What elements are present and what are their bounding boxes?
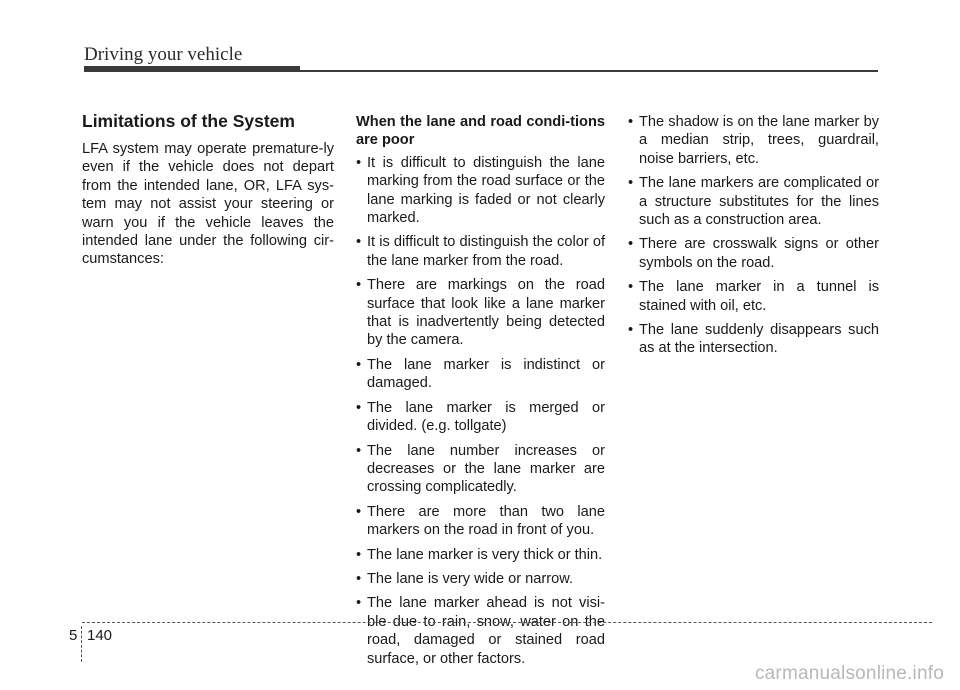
- chapter-number: 5: [69, 627, 78, 644]
- list-item: • The lane marker ahead is not visi-ble due to rain, snow, water on the road, damaged or stained road surface, or other factors.: [356, 594, 605, 668]
- column-3: [628, 113, 879, 364]
- bullet-list-conditions: [356, 154, 605, 668]
- list-item: • The lane suddenly disappears such as at the intersection.: [628, 321, 879, 358]
- list-item: • It is difficult to distinguish the color of the lane marker from the road.: [356, 233, 605, 270]
- list-item: • The lane marker in a tunnel is stained with oil, etc.: [628, 278, 879, 315]
- header-bar: [84, 66, 300, 72]
- footer-divider: [81, 626, 82, 662]
- column-1: [82, 110, 334, 269]
- list-item: • The lane marker is indistinct or damaged.: [356, 356, 605, 393]
- list-item: • The lane marker is very thick or thin.: [356, 546, 605, 564]
- bullet-list-continued: [628, 113, 879, 358]
- list-item: • The shadow is on the lane marker by a median strip, trees, guardrail, noise barriers, etc.: [628, 113, 879, 168]
- header-rule: [300, 70, 878, 72]
- list-item: • The lane number increases or decreases or the lane marker are crossing complicatedly.: [356, 442, 605, 497]
- list-item: • There are crosswalk signs or other symbols on the road.: [628, 235, 879, 272]
- subheading-lane-conditions: When the lane and road condi-tions are poor: [356, 114, 605, 149]
- page-number: 140: [87, 627, 113, 644]
- section-heading: Limitations of the System: [82, 111, 295, 131]
- list-item: • There are more than two lane markers on the road in front of you.: [356, 503, 605, 540]
- header-title: Driving your vehicle: [84, 44, 243, 65]
- intro-paragraph: LFA system may operate premature-ly even if the vehicle does not depart from the intended lane, OR, LFA sys-tem may not assist your steering or warn you if the vehicle leaves the intended lane under the following cir-cumstances:: [82, 141, 334, 268]
- list-item: • The lane markers are complicated or a structure substitutes for the lines such as a construction area.: [628, 174, 879, 229]
- list-item: • It is difficult to distinguish the lane marking from the road surface or the lane marking is faded or not clearly marked.: [356, 154, 605, 228]
- footer-rule: [82, 622, 932, 623]
- column-2: [356, 113, 605, 674]
- list-item: • The lane marker is merged or divided. (e.g. tollgate): [356, 399, 605, 436]
- watermark: carmanualsonline.info: [754, 663, 944, 684]
- list-item: • There are markings on the road surface that look like a lane marker that is inadvertently being detected by the camera.: [356, 276, 605, 350]
- list-item: • The lane is very wide or narrow.: [356, 570, 605, 588]
